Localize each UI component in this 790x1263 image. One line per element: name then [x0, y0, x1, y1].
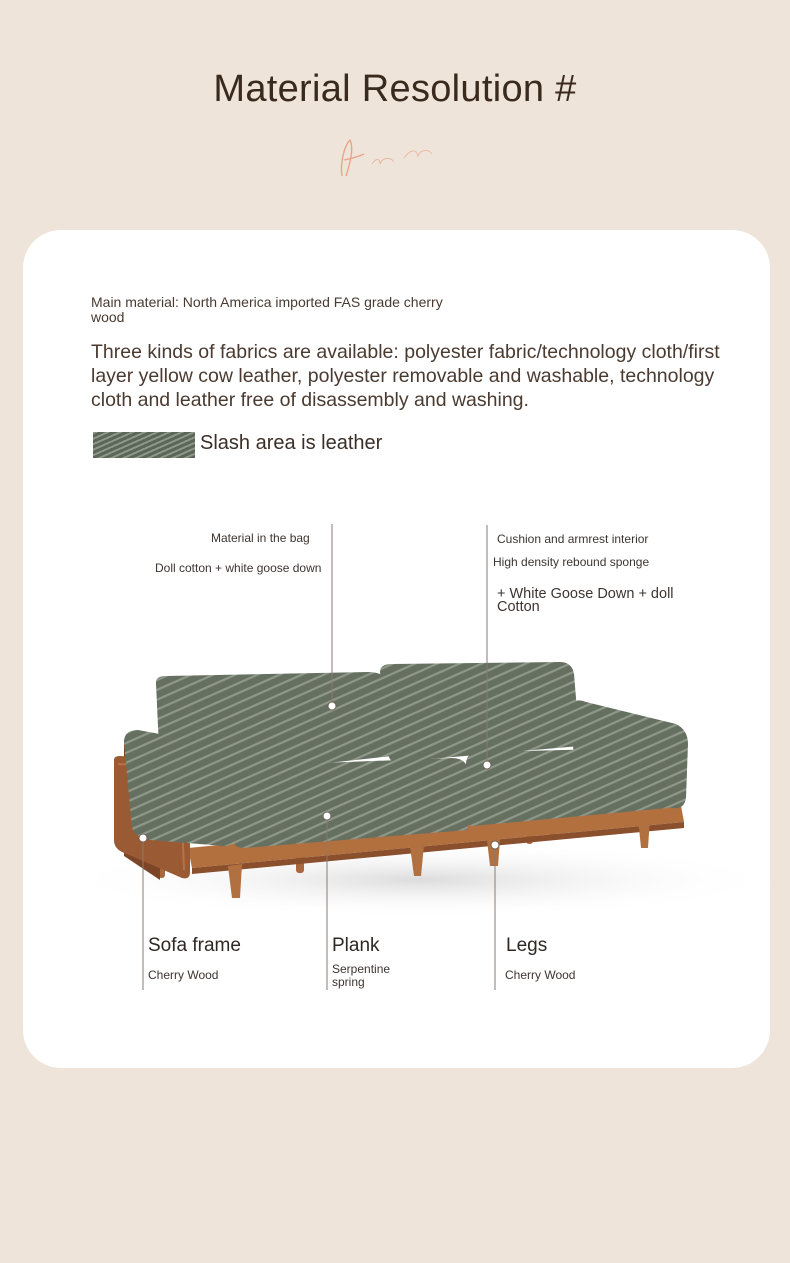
page-title: Material Resolution #: [213, 68, 577, 110]
leather-legend-label: Slash area is leather: [200, 432, 383, 454]
plank-detail: Serpentine spring: [332, 962, 391, 989]
bag-material-title: Material in the bag: [211, 531, 310, 545]
sofa-frame-detail: Cherry Wood: [148, 968, 219, 982]
cushion-interior-title: Cushion and armrest interior: [497, 532, 649, 546]
cushion-interior-detail: High density rebound sponge: [493, 555, 650, 569]
sofa-frame-title: Sofa frame: [148, 935, 241, 956]
bag-material-detail: Doll cotton + white goose down: [155, 561, 322, 575]
plank-title: Plank: [332, 935, 380, 956]
legs-title: Legs: [506, 935, 548, 956]
main-material-text: Main material: North America imported FAS grade cherry wood: [91, 294, 443, 325]
fabrics-description: Three kinds of fabrics are available: polyester fabric/technology cloth/first layer yellow cow leather, polyester removable and washable, technology cloth and leather free of disassembly and washing.: [91, 341, 720, 411]
legs-detail: Cherry Wood: [505, 968, 576, 982]
cushion-interior-extra: + White Goose Down + doll Cotton: [497, 586, 674, 615]
